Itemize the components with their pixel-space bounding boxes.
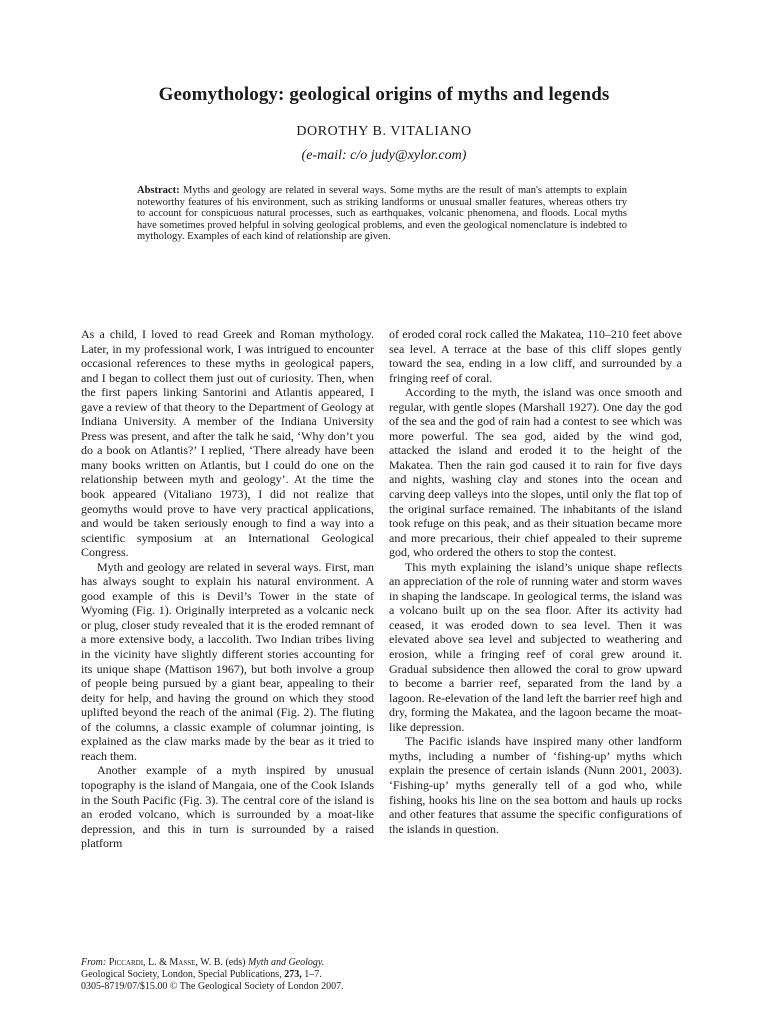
footnote-eds: (eds) [225, 957, 246, 968]
footnote-line-1 [81, 957, 681, 969]
body-column-left [81, 327, 374, 851]
abstract-label: Abstract: [137, 185, 180, 196]
paragraph: As a child, I loved to read Greek and Roman mythology. Later, in my professional work, I was intrigued to encounter occasional references to these myths in geological papers, and I began to collect them just out of curiosity. Then, when the first papers linking Santorini and Atlantis appeared, I gave a review of that theory to the Department of Geology at Indiana University. A member of the Indiana University Press was present, and after the talk he said, ‘Why don’t you do a book on Atlantis?’ I replied, ‘There already have been many books written on Atlantis, but I could do one on the relationship between myth and geology’. At the time the book appeared (Vitaliano 1973), I did not realize that geomyths would prove to have very practical applications, and would be taken seriously enough to find a way into a scientific symposium at an International Geological Congress. [81, 327, 374, 560]
footnote-pages: 1–7. [304, 969, 322, 980]
paragraph: The Pacific islands have inspired many other landform myths, including a number of ‘fishing-up’ myths which explain the presence of certain islands (Nunn 2001, 2003). ‘Fishing-up’ myths generally tell of a god who, while fishing, hooks his line on the sea bottom and hauls up rocks and other features that assume the specific configurations of the islands in question. [389, 734, 682, 836]
footnote-from-label: From: [81, 957, 107, 968]
body-column-right [389, 327, 682, 836]
paragraph: This myth explaining the island’s unique shape reflects an appreciation of the role of running water and storm waves in shaping the landscape. In geological terms, the island was a volcano built up on the sea floor. After its activity had ceased, it was eroded down to sea level. Then it was elevated above sea level and subjected to weathering and erosion, while a fringing reef of coral grew around it. Gradual subsidence then allowed the coral to grow upward to become a barrier reef, separated from the land by a lagoon. Re-elevation of the land left the barrier reef high and dry, forming the Makatea, and the lagoon became the moat-like depression. [389, 559, 682, 734]
paper-title: Geomythology: geological origins of myths and legends [158, 84, 610, 105]
footnote-line-2 [81, 969, 681, 981]
abstract [137, 185, 627, 243]
footnote-book-title: Myth and Geology. [247, 957, 325, 968]
author-email: (e-mail: c/o judy@xylor.com) [301, 148, 467, 163]
paragraph: Myth and geology are related in several ways. First, man has always sought to explain his natural environment. A good example of this is Devil’s Tower in the state of Wyoming (Fig. 1). Originally interpreted as a volcanic neck or plug, closer study revealed that it is the eroded remnant of a more extensive body, a laccolith. Two Indian tribes living in the vicinity have slightly different stories accounting for its unique shape (Mattison 1967), but both involve a group of people being pursued by a giant bear, appealing to their deity for help, and having the ground on which they stood uplifted beyond the reach of the animal (Fig. 2). The fluting of the columns, a classic example of columnar jointing, is explained as the claw marks made by the bear as it tried to reach them. [81, 559, 374, 763]
abstract-text: Myths and geology are related in several ways. Some myths are the result of man's attempts to explain noteworthy features of his environment, such as striking landforms or unusual smaller features, whereas others try to account for conspicuous natural processes, such as earthquakes, volcanic phenomena, and floods. Local myths have sometimes proved helpful in solving geological problems, and even the geological nomenclature is indebted to mythology. Examples of each kind of relationship are given. [137, 185, 627, 243]
paragraph: of eroded coral rock called the Makatea, 110–210 feet above sea level. A terrace at the base of this cliff slopes gently toward the sea, ending in a low cliff, and surrounded by a fringing reef of coral. [389, 327, 682, 385]
citation-footnote [81, 957, 681, 993]
footnote-editors: Piccardi, L. & Masse, W. B. [108, 957, 223, 968]
paragraph: Another example of a myth inspired by unusual topography is the island of Mangaia, one of the Cook Islands in the South Pacific (Fig. 3). The central core of the island is an eroded volcano, which is surrounded by a moat-like depression, and this in turn is surrounded by a raised platform [81, 763, 374, 851]
author-name: DOROTHY B. VITALIANO [296, 124, 472, 139]
footnote-volume: 273, [284, 969, 302, 980]
paragraph: According to the myth, the island was once smooth and regular, with gentle slopes (Marshall 1927). One day the god of the sea and the god of rain had a contest to see which was more powerful. The sea god, aided by the wind god, attacked the island and eroded it to the height of the Makatea. Then the rain god caused it to rain for five days and nights, washing clay and stones into the ocean and carving deep valleys into the slopes, until only the flat top of the original surface remained. The inhabitants of the island took refuge on this peak, and as their situation became more and more precarious, their chief appealed to their supreme god, who ordered the others to stop the contest. [389, 385, 682, 560]
footnote-publisher: Geological Society, London, Special Publications, [81, 969, 282, 980]
footnote-line-3: 0305-8719/07/$15.00 © The Geological Society of London 2007. [81, 981, 344, 992]
